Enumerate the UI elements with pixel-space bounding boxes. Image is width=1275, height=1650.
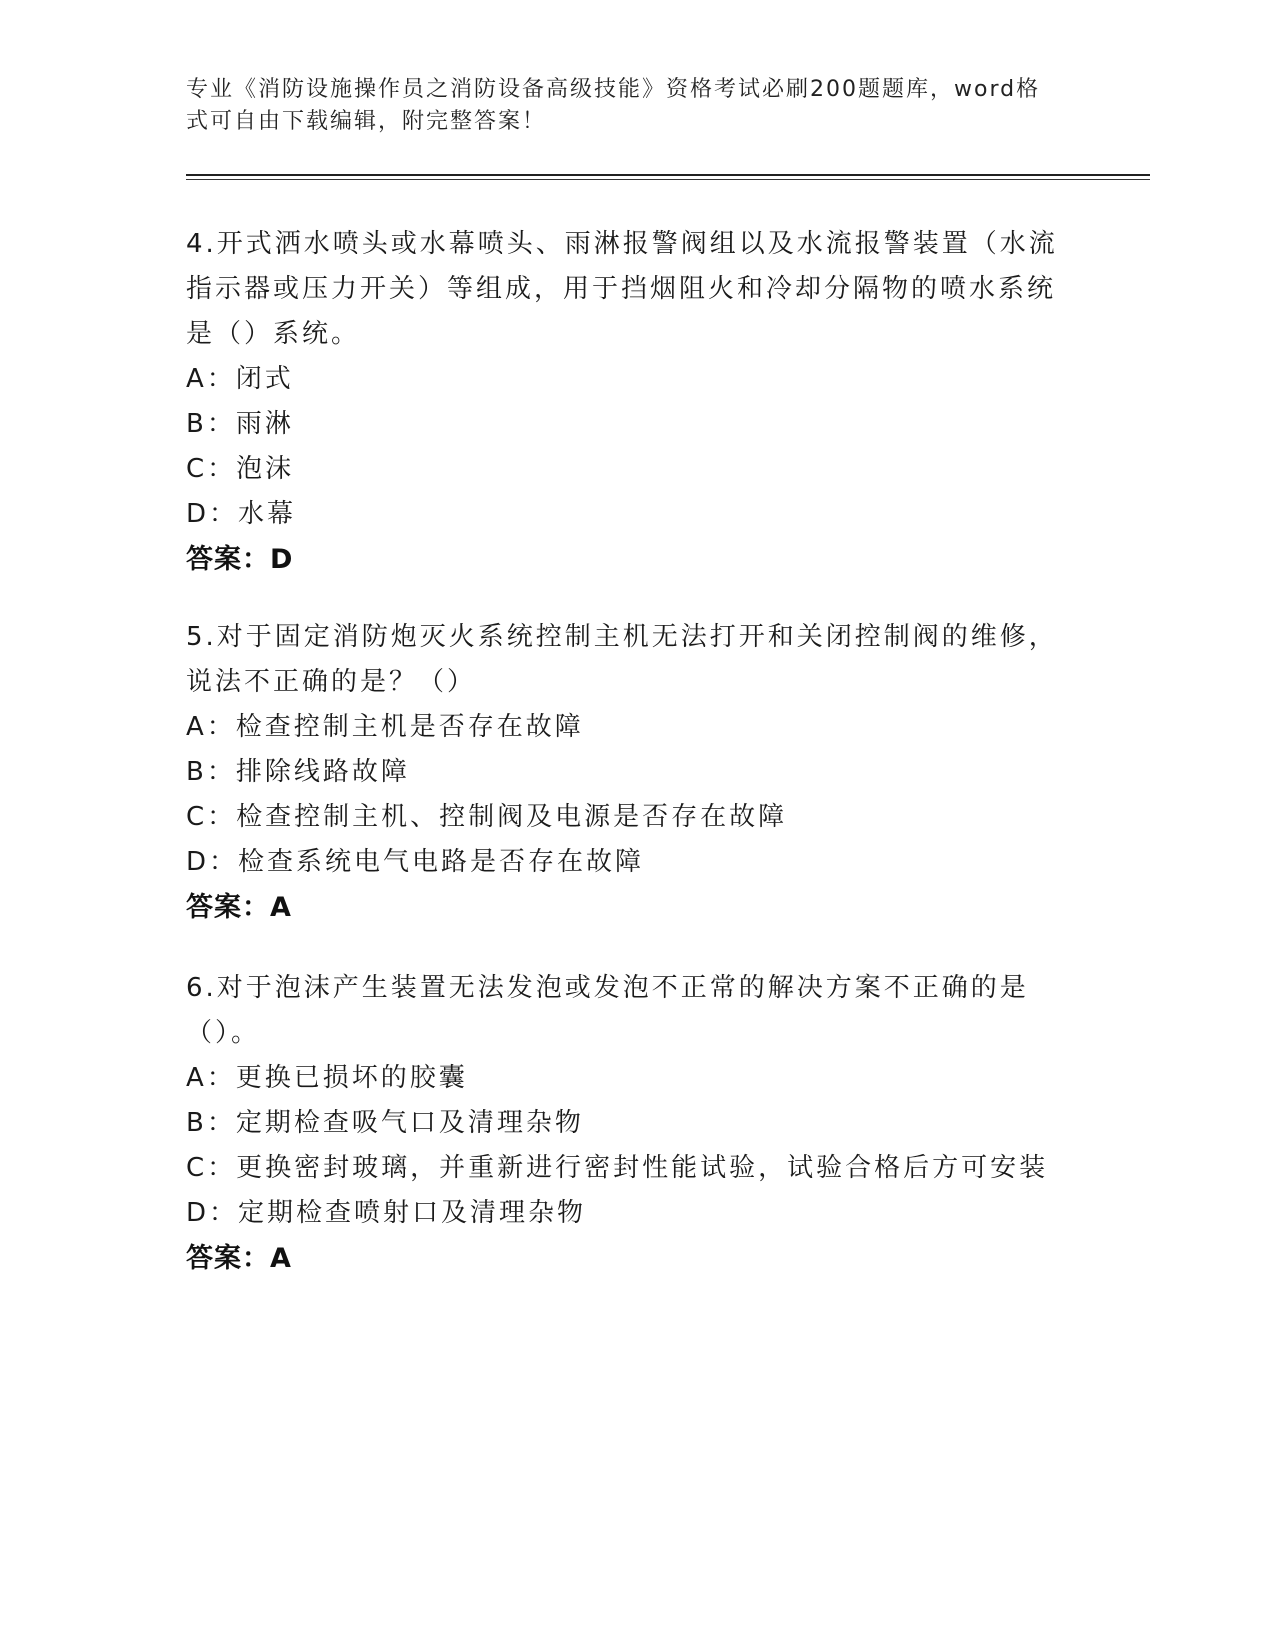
question-5 (186, 615, 1066, 931)
option-c (186, 795, 1066, 840)
answer-line: 答案：A (186, 1243, 292, 1274)
option-key: D： (186, 847, 239, 877)
option-key: C： (186, 454, 237, 484)
option-key: A： (186, 1063, 236, 1093)
option-text: 更换密封玻璃，并重新进行密封性能试验，试验合格后方可安装 (236, 1153, 1049, 1183)
option-text: 排除线路故障 (235, 757, 410, 787)
option-text: 雨淋 (235, 409, 294, 439)
option-b (186, 750, 1066, 795)
option-text: 水幕 (238, 499, 297, 529)
question-stem: 4.开式洒水喷头或水幕喷头、雨淋报警阀组以及水流报警装置（水流指示器或压力开关）等组成，用于挡烟阻火和冷却分隔物的喷水系统是（）系统。 (186, 229, 1058, 349)
option-text: 闭式 (235, 364, 294, 394)
option-d (186, 492, 1066, 537)
option-key: A： (186, 364, 236, 394)
option-a (186, 357, 1066, 402)
option-key: B： (186, 409, 236, 439)
option-c (186, 447, 1066, 492)
question-4 (186, 222, 1066, 583)
option-d (186, 840, 1066, 885)
option-key: B： (186, 1108, 236, 1138)
option-d (186, 1191, 1066, 1236)
option-key: C： (186, 1153, 237, 1183)
answer-line: 答案：D (186, 544, 294, 575)
option-key: B： (186, 757, 236, 787)
option-key: A： (186, 712, 236, 742)
option-text: 定期检查喷射口及清理杂物 (238, 1198, 587, 1228)
question-stem: 5.对于固定消防炮灭火系统控制主机无法打开和关闭控制阀的维修，说法不正确的是？（） (186, 622, 1058, 697)
header-divider-bottom (186, 179, 1150, 180)
option-key: D： (186, 499, 239, 529)
option-text: 检查控制主机、控制阀及电源是否存在故障 (236, 802, 788, 832)
question-6 (186, 966, 1066, 1282)
option-key: D： (186, 1198, 239, 1228)
option-c (186, 1146, 1066, 1191)
option-b (186, 402, 1066, 447)
answer-line: 答案：A (186, 892, 292, 923)
option-text: 定期检查吸气口及清理杂物 (235, 1108, 584, 1138)
question-stem: 6.对于泡沫产生装置无法发泡或发泡不正常的解决方案不正确的是（）。 (186, 973, 1029, 1048)
option-a (186, 1056, 1066, 1101)
document-header: 专业《消防设施操作员之消防设备高级技能》资格考试必刷200题题库，word格式可自由下载编辑，附完整答案！ (186, 77, 1041, 134)
option-text: 检查控制主机是否存在故障 (235, 712, 584, 742)
option-text: 检查系统电气电路是否存在故障 (238, 847, 645, 877)
option-b (186, 1101, 1066, 1146)
option-key: C： (186, 802, 237, 832)
option-text: 泡沫 (236, 454, 295, 484)
option-text: 更换已损坏的胶囊 (235, 1063, 468, 1093)
option-a (186, 705, 1066, 750)
header-divider-top (186, 174, 1150, 176)
